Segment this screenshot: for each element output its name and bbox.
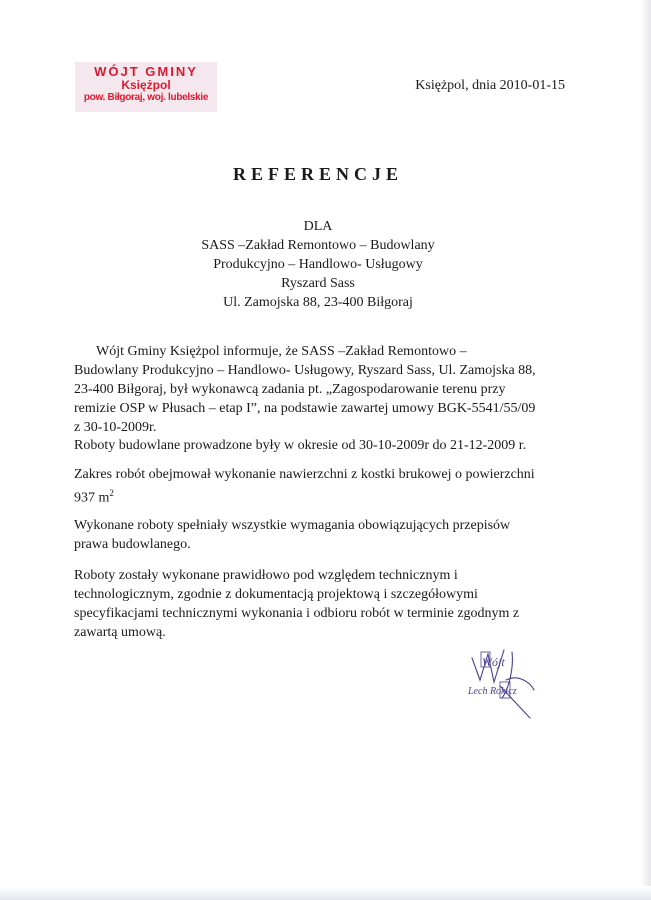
addressee-line: SASS –Zakład Remontowo – Budowlany [201, 238, 435, 253]
addressee-line: Produkcyjno – Handlowo- Usługowy [213, 257, 423, 272]
document-title: REFERENCJE [232, 164, 403, 184]
office-stamp [75, 62, 217, 112]
addressee-line: Ryszard Sass [281, 276, 355, 291]
text-line: zawartą umową. [74, 625, 166, 640]
paragraph-scope [74, 465, 594, 508]
place-and-date: Księżpol, dnia 2010-01-15 [415, 78, 565, 93]
scan-edge-right [641, 0, 651, 900]
stamp-line-1: WÓJT GMINY [94, 64, 198, 79]
text-line: prawa budowlanego. [74, 537, 191, 552]
area-value: 937 m [74, 490, 110, 506]
signature-title-text: Wójt [482, 655, 505, 669]
signature-name-text: Lech Rokicz [468, 686, 517, 697]
signature-stamp [460, 640, 560, 720]
text-line: Zakres robót obejmował wykonanie nawierzchni z kostki brukowej o powierzchni [74, 467, 535, 482]
text-line: Wójt Gminy Księżpol informuje, że SASS –Zakład Remontowo – [96, 344, 467, 359]
paragraph-requirements [74, 516, 594, 554]
addressee-block [0, 217, 636, 312]
area-unit-exponent: 2 [109, 488, 114, 498]
addressee-line: Ul. Zamojska 88, 23-400 Biłgoraj [223, 295, 413, 310]
text-line: Budowlany Produkcyjno – Handlowo- Usługowy, Ryszard Sass, Ul. Zamojska 88, [74, 363, 536, 378]
text-line: remizie OSP w Płusach – etap I”, na podstawie zawartej umowy BGK-5541/55/09 [74, 401, 536, 416]
stamp-line-3: pow. Biłgoraj, woj. lubelskie [83, 92, 209, 104]
text-line: Wykonane roboty spełniały wszystkie wymagania obowiązujących przepisów [74, 518, 511, 533]
text-line: z 30-10-2009r. [74, 420, 157, 435]
text-line: technologicznym, zgodnie z dokumentacją projektową i szczegółowymi [74, 587, 478, 602]
text-line: specyfikacjami technicznymi wykonania i odbioru robót w terminie zgodnym z [74, 606, 520, 621]
paragraph-contractor-info [74, 342, 594, 437]
addressee-line: DLA [303, 219, 333, 234]
paragraph-work-period [74, 436, 594, 455]
text-line: Roboty zostały wykonane prawidłowo pod względem technicznym i [74, 568, 458, 583]
paragraph-quality [74, 566, 594, 642]
text-line: Roboty budowlane prowadzone były w okresie od 30-10-2009r do 21-12-2009 r. [74, 438, 527, 453]
text-line [74, 484, 594, 508]
text-line: 23-400 Biłgoraj, był wykonawcą zadania pt. „Zagospodarowanie terenu przy [74, 382, 506, 397]
scan-edge-bottom [0, 886, 651, 900]
stamp-line-2: Księżpol [121, 78, 171, 93]
